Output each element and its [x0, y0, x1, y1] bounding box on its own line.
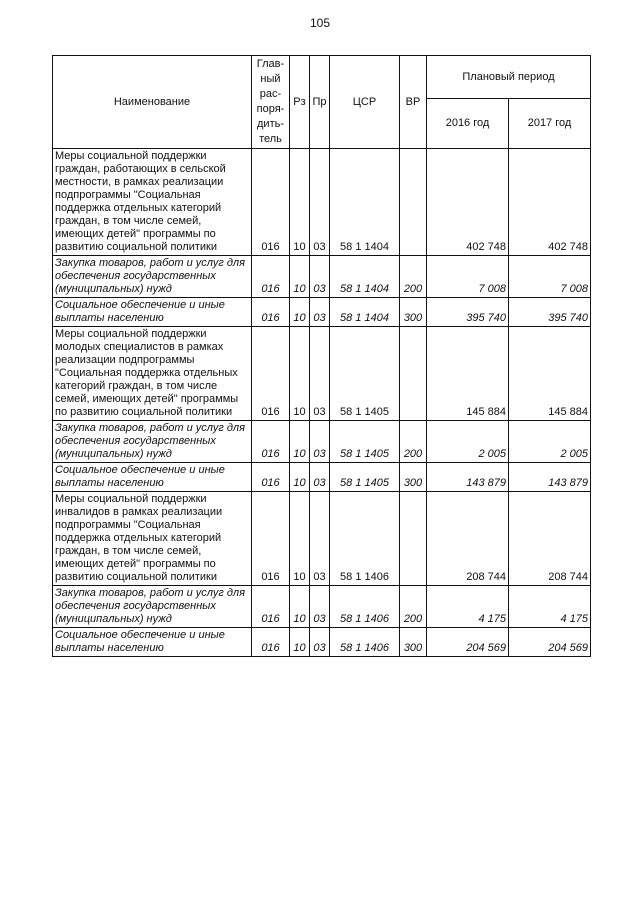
row-manager: 016	[252, 492, 290, 586]
row-csr: 58 1 1404	[330, 298, 400, 327]
row-amount-2016: 2 005	[427, 421, 509, 463]
row-pr: 03	[310, 628, 330, 657]
page-number: 105	[309, 16, 331, 30]
row-amount-2016: 143 879	[427, 463, 509, 492]
header-vr: ВР	[400, 56, 427, 149]
row-rz: 10	[290, 628, 310, 657]
row-csr: 58 1 1404	[330, 149, 400, 256]
row-csr: 58 1 1404	[330, 256, 400, 298]
row-rz: 10	[290, 327, 310, 421]
row-csr: 58 1 1405	[330, 463, 400, 492]
row-manager: 016	[252, 149, 290, 256]
row-amount-2017: 143 879	[509, 463, 591, 492]
row-pr: 03	[310, 586, 330, 628]
row-name: Закупка товаров, работ и услуг для обеспечения государственных (муниципальных) нужд	[53, 586, 252, 628]
row-manager: 016	[252, 586, 290, 628]
table-row	[53, 256, 591, 298]
header-csr: ЦСР	[330, 56, 400, 149]
table-row	[53, 628, 591, 657]
row-name: Социальное обеспечение и иные выплаты населению	[53, 463, 252, 492]
row-name: Меры социальной поддержки инвалидов в рамках реализации подпрограммы "Социальная поддержка отдельных категорий граждан, в том числе семей, имеющих детей" программы по развитию социальной политики	[53, 492, 252, 586]
row-manager: 016	[252, 327, 290, 421]
table-row	[53, 586, 591, 628]
row-rz: 10	[290, 421, 310, 463]
row-amount-2017: 395 740	[509, 298, 591, 327]
table-body	[53, 149, 591, 657]
row-name: Закупка товаров, работ и услуг для обеспечения государственных (муниципальных) нужд	[53, 421, 252, 463]
row-pr: 03	[310, 298, 330, 327]
row-csr: 58 1 1405	[330, 327, 400, 421]
row-amount-2016: 204 569	[427, 628, 509, 657]
header-year-2017: 2017 год	[509, 99, 591, 149]
row-amount-2016: 145 884	[427, 327, 509, 421]
header-manager	[252, 56, 290, 149]
row-pr: 03	[310, 492, 330, 586]
row-vr: 300	[400, 628, 427, 657]
row-csr: 58 1 1406	[330, 628, 400, 657]
row-amount-2017: 402 748	[509, 149, 591, 256]
table-row	[53, 327, 591, 421]
row-pr: 03	[310, 256, 330, 298]
row-name: Социальное обеспечение и иные выплаты населению	[53, 298, 252, 327]
table-row	[53, 149, 591, 256]
row-manager: 016	[252, 298, 290, 327]
row-pr: 03	[310, 421, 330, 463]
table-row	[53, 492, 591, 586]
row-manager: 016	[252, 421, 290, 463]
row-vr	[400, 492, 427, 586]
row-name: Социальное обеспечение и иные выплаты населению	[53, 628, 252, 657]
row-amount-2017: 204 569	[509, 628, 591, 657]
header-name: Наименование	[53, 56, 252, 149]
row-amount-2017: 7 008	[509, 256, 591, 298]
row-vr: 200	[400, 256, 427, 298]
row-csr: 58 1 1406	[330, 492, 400, 586]
row-csr: 58 1 1405	[330, 421, 400, 463]
row-rz: 10	[290, 298, 310, 327]
row-pr: 03	[310, 149, 330, 256]
row-manager: 016	[252, 463, 290, 492]
row-amount-2016: 7 008	[427, 256, 509, 298]
row-rz: 10	[290, 492, 310, 586]
table-row	[53, 298, 591, 327]
row-csr: 58 1 1406	[330, 586, 400, 628]
row-vr: 300	[400, 463, 427, 492]
header-manager-line: тель	[259, 133, 282, 145]
header-planning-period: Плановый период	[427, 56, 591, 99]
row-pr: 03	[310, 463, 330, 492]
row-amount-2016: 402 748	[427, 149, 509, 256]
budget-table	[52, 55, 591, 657]
row-amount-2017: 145 884	[509, 327, 591, 421]
row-rz: 10	[290, 463, 310, 492]
row-rz: 10	[290, 149, 310, 256]
row-amount-2016: 4 175	[427, 586, 509, 628]
header-year-2016: 2016 год	[427, 99, 509, 149]
row-vr	[400, 149, 427, 256]
header-manager-line: Глав-	[256, 58, 285, 70]
table-row	[53, 463, 591, 492]
row-amount-2017: 4 175	[509, 586, 591, 628]
header-manager-line: дить-	[257, 118, 284, 130]
row-vr: 300	[400, 298, 427, 327]
row-name: Закупка товаров, работ и услуг для обеспечения государственных (муниципальных) нужд	[53, 256, 252, 298]
row-amount-2017: 2 005	[509, 421, 591, 463]
row-amount-2017: 208 744	[509, 492, 591, 586]
row-manager: 016	[252, 256, 290, 298]
header-manager-line: ный	[260, 73, 281, 85]
header-pr: Пр	[310, 56, 330, 149]
header-manager-line: поря-	[256, 103, 285, 115]
row-vr	[400, 327, 427, 421]
row-amount-2016: 395 740	[427, 298, 509, 327]
header-manager-line: рас-	[259, 88, 282, 100]
row-name: Меры социальной поддержки молодых специалистов в рамках реализации подпрограммы "Социальная поддержка отдельных категорий граждан, в том числе семей, имеющих детей" программы по развитию социальной политики	[53, 327, 252, 421]
row-rz: 10	[290, 256, 310, 298]
row-pr: 03	[310, 327, 330, 421]
row-amount-2016: 208 744	[427, 492, 509, 586]
table-row	[53, 421, 591, 463]
row-vr: 200	[400, 421, 427, 463]
row-vr: 200	[400, 586, 427, 628]
header-rz: Рз	[290, 56, 310, 149]
row-manager: 016	[252, 628, 290, 657]
row-rz: 10	[290, 586, 310, 628]
row-name: Меры социальной поддержки граждан, работающих в сельской местности, в рамках реализации подпрограммы "Социальная поддержка отдельных категорий граждан, в том числе семей, имеющих детей" программы по развитию социальной политики	[53, 149, 252, 256]
